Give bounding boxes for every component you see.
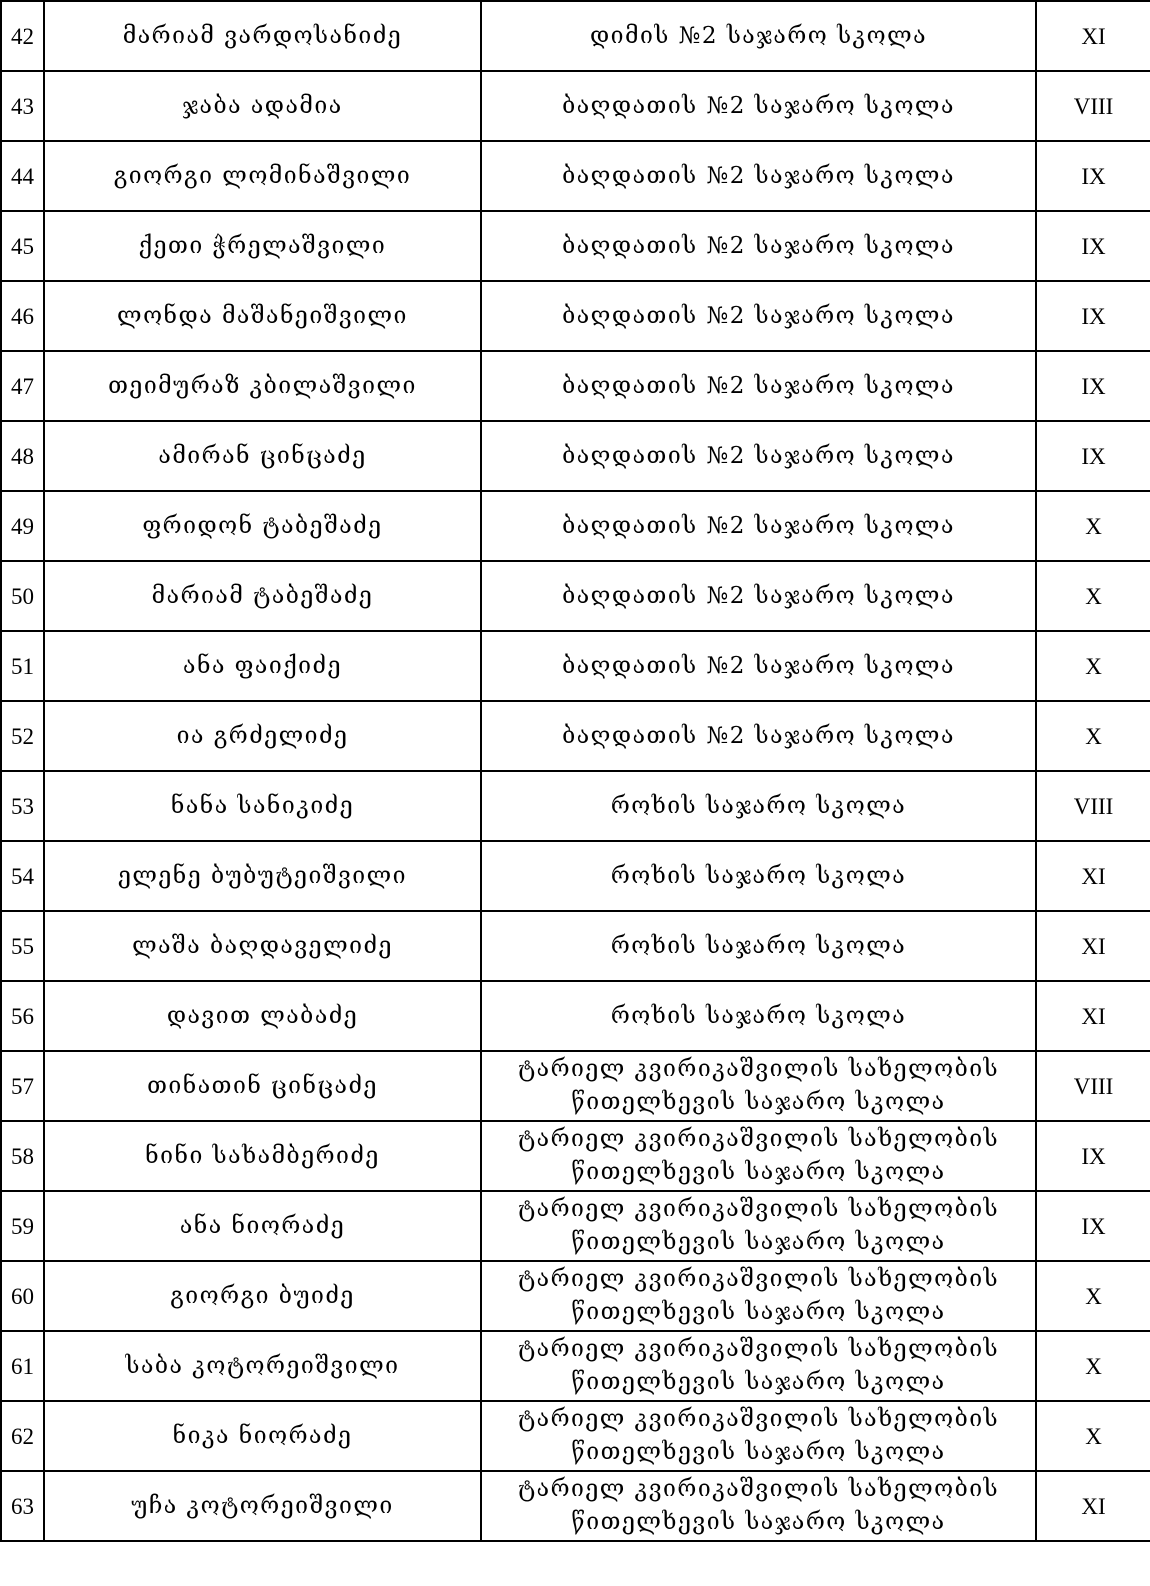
row-number-cell: 62 bbox=[1, 1401, 44, 1471]
student-name-cell: ლონდა მაშანეიშვილი bbox=[44, 281, 481, 351]
table-row bbox=[1, 351, 1150, 421]
grade-cell: IX bbox=[1036, 351, 1150, 421]
table-row bbox=[1, 631, 1150, 701]
grade-cell: VIII bbox=[1036, 71, 1150, 141]
row-number-cell: 63 bbox=[1, 1471, 44, 1541]
table-row bbox=[1, 1051, 1150, 1121]
table-row bbox=[1, 141, 1150, 211]
school-name-cell: ტარიელ კვირიკაშვილის სახელობის წითელხევის საჯარო სკოლა bbox=[481, 1121, 1036, 1191]
table-row bbox=[1, 1191, 1150, 1261]
school-name-cell: ბაღდათის №2 საჯარო სკოლა bbox=[481, 491, 1036, 561]
row-number-cell: 59 bbox=[1, 1191, 44, 1261]
row-number-cell: 58 bbox=[1, 1121, 44, 1191]
student-name-cell: მარიამ ტაბეშაძე bbox=[44, 561, 481, 631]
row-number-cell: 45 bbox=[1, 211, 44, 281]
grade-cell: IX bbox=[1036, 421, 1150, 491]
student-name-cell: ანა ნიორაძე bbox=[44, 1191, 481, 1261]
school-name-cell: როხის საჯარო სკოლა bbox=[481, 771, 1036, 841]
table-row bbox=[1, 1331, 1150, 1401]
school-name-cell: ბაღდათის №2 საჯარო სკოლა bbox=[481, 141, 1036, 211]
student-name-cell: ია გრძელიძე bbox=[44, 701, 481, 771]
school-name-cell: ბაღდათის №2 საჯარო სკოლა bbox=[481, 421, 1036, 491]
table-row bbox=[1, 1471, 1150, 1541]
grade-cell: IX bbox=[1036, 211, 1150, 281]
student-name-cell: თეიმურაზ კბილაშვილი bbox=[44, 351, 481, 421]
table-row bbox=[1, 211, 1150, 281]
student-name-cell: ანა ფაიქიძე bbox=[44, 631, 481, 701]
school-name-cell: ტარიელ კვირიკაშვილის სახელობის წითელხევის საჯარო სკოლა bbox=[481, 1051, 1036, 1121]
student-name-cell: ქეთი ჭრელაშვილი bbox=[44, 211, 481, 281]
grade-cell: X bbox=[1036, 1401, 1150, 1471]
school-name-cell: ბაღდათის №2 საჯარო სკოლა bbox=[481, 631, 1036, 701]
row-number-cell: 55 bbox=[1, 911, 44, 981]
grade-cell: XI bbox=[1036, 841, 1150, 911]
table-row bbox=[1, 701, 1150, 771]
school-name-cell: ბაღდათის №2 საჯარო სკოლა bbox=[481, 701, 1036, 771]
school-name-cell: ბაღდათის №2 საჯარო სკოლა bbox=[481, 211, 1036, 281]
student-name-cell: ნინი სახამბერიძე bbox=[44, 1121, 481, 1191]
row-number-cell: 42 bbox=[1, 1, 44, 71]
row-number-cell: 43 bbox=[1, 71, 44, 141]
student-name-cell: ფრიდონ ტაბეშაძე bbox=[44, 491, 481, 561]
school-name-cell: როხის საჯარო სკოლა bbox=[481, 911, 1036, 981]
student-name-cell: მარიამ ვარდოსანიძე bbox=[44, 1, 481, 71]
grade-cell: X bbox=[1036, 1261, 1150, 1331]
table-row bbox=[1, 911, 1150, 981]
table-row bbox=[1, 981, 1150, 1051]
school-name-cell: დიმის №2 საჯარო სკოლა bbox=[481, 1, 1036, 71]
grade-cell: XI bbox=[1036, 1, 1150, 71]
grade-cell: X bbox=[1036, 491, 1150, 561]
student-name-cell: ჯაბა ადამია bbox=[44, 71, 481, 141]
school-name-cell: ტარიელ კვირიკაშვილის სახელობის წითელხევის საჯარო სკოლა bbox=[481, 1191, 1036, 1261]
school-name-cell: ტარიელ კვირიკაშვილის სახელობის წითელხევის საჯარო სკოლა bbox=[481, 1471, 1036, 1541]
row-number-cell: 57 bbox=[1, 1051, 44, 1121]
student-name-cell: გიორგი ლომინაშვილი bbox=[44, 141, 481, 211]
row-number-cell: 60 bbox=[1, 1261, 44, 1331]
school-name-cell: ტარიელ კვირიკაშვილის სახელობის წითელხევის საჯარო სკოლა bbox=[481, 1261, 1036, 1331]
grade-cell: IX bbox=[1036, 141, 1150, 211]
table-row bbox=[1, 491, 1150, 561]
student-name-cell: დავით ლაბაძე bbox=[44, 981, 481, 1051]
table-row bbox=[1, 1401, 1150, 1471]
student-name-cell: გიორგი ბუიძე bbox=[44, 1261, 481, 1331]
row-number-cell: 52 bbox=[1, 701, 44, 771]
grade-cell: X bbox=[1036, 701, 1150, 771]
table-row bbox=[1, 771, 1150, 841]
school-name-cell: ბაღდათის №2 საჯარო სკოლა bbox=[481, 351, 1036, 421]
table-body bbox=[1, 1, 1150, 1541]
school-name-cell: ბაღდათის №2 საჯარო სკოლა bbox=[481, 561, 1036, 631]
row-number-cell: 49 bbox=[1, 491, 44, 561]
row-number-cell: 51 bbox=[1, 631, 44, 701]
table-row bbox=[1, 1261, 1150, 1331]
student-name-cell: საბა კოტორეიშვილი bbox=[44, 1331, 481, 1401]
row-number-cell: 48 bbox=[1, 421, 44, 491]
grade-cell: VIII bbox=[1036, 771, 1150, 841]
student-name-cell: ლაშა ბაღდაველიძე bbox=[44, 911, 481, 981]
table-row bbox=[1, 71, 1150, 141]
grade-cell: XI bbox=[1036, 911, 1150, 981]
row-number-cell: 56 bbox=[1, 981, 44, 1051]
student-name-cell: ამირან ცინცაძე bbox=[44, 421, 481, 491]
grade-cell: X bbox=[1036, 1331, 1150, 1401]
grade-cell: IX bbox=[1036, 1121, 1150, 1191]
table-row bbox=[1, 1, 1150, 71]
student-name-cell: ნანა სანიკიძე bbox=[44, 771, 481, 841]
row-number-cell: 46 bbox=[1, 281, 44, 351]
row-number-cell: 47 bbox=[1, 351, 44, 421]
student-name-cell: ნიკა ნიორაძე bbox=[44, 1401, 481, 1471]
school-name-cell: ტარიელ კვირიკაშვილის სახელობის წითელხევის საჯარო სკოლა bbox=[481, 1401, 1036, 1471]
school-name-cell: ბაღდათის №2 საჯარო სკოლა bbox=[481, 71, 1036, 141]
grade-cell: VIII bbox=[1036, 1051, 1150, 1121]
grade-cell: XI bbox=[1036, 1471, 1150, 1541]
student-name-cell: უჩა კოტორეიშვილი bbox=[44, 1471, 481, 1541]
row-number-cell: 53 bbox=[1, 771, 44, 841]
row-number-cell: 54 bbox=[1, 841, 44, 911]
table-row bbox=[1, 281, 1150, 351]
school-name-cell: ბაღდათის №2 საჯარო სკოლა bbox=[481, 281, 1036, 351]
row-number-cell: 61 bbox=[1, 1331, 44, 1401]
school-name-cell: ტარიელ კვირიკაშვილის სახელობის წითელხევის საჯარო სკოლა bbox=[481, 1331, 1036, 1401]
school-name-cell: როხის საჯარო სკოლა bbox=[481, 841, 1036, 911]
grade-cell: XI bbox=[1036, 981, 1150, 1051]
student-name-cell: ელენე ბუბუტეიშვილი bbox=[44, 841, 481, 911]
school-name-cell: როხის საჯარო სკოლა bbox=[481, 981, 1036, 1051]
grade-cell: X bbox=[1036, 561, 1150, 631]
grade-cell: IX bbox=[1036, 281, 1150, 351]
row-number-cell: 50 bbox=[1, 561, 44, 631]
grade-cell: X bbox=[1036, 631, 1150, 701]
table-row bbox=[1, 561, 1150, 631]
student-name-cell: თინათინ ცინცაძე bbox=[44, 1051, 481, 1121]
grade-cell: IX bbox=[1036, 1191, 1150, 1261]
table-row bbox=[1, 1121, 1150, 1191]
table-row bbox=[1, 421, 1150, 491]
table-row bbox=[1, 841, 1150, 911]
row-number-cell: 44 bbox=[1, 141, 44, 211]
